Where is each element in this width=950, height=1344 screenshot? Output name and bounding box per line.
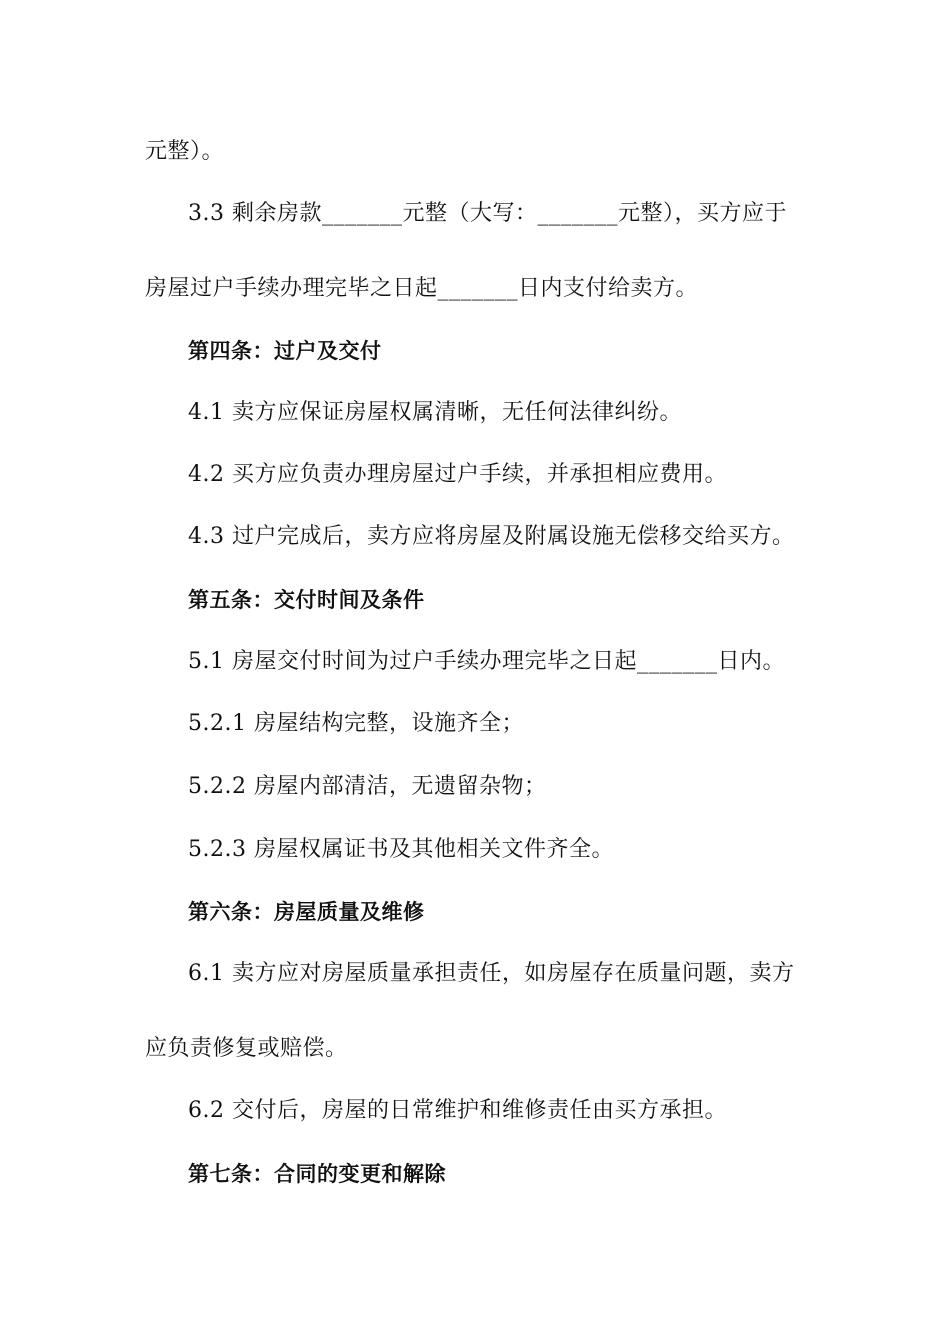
paragraph-line: 元整）。 — [145, 139, 225, 164]
paragraph-line: 5.2.1 房屋结构完整，设施齐全； — [188, 711, 524, 736]
paragraph-line: 4.3 过户完成后，卖方应将房屋及附属设施无偿移交给买方。 — [188, 524, 795, 549]
section-heading: 第四条：过户及交付 — [188, 339, 382, 363]
section-heading: 第七条：合同的变更和解除 — [188, 1162, 446, 1186]
paragraph-line: 应负责修复或赔偿。 — [145, 1036, 348, 1061]
section-heading: 第六条：房屋质量及维修 — [188, 900, 425, 924]
paragraph-line: 4.1 卖方应保证房屋权属清晰，无任何法律纠纷。 — [188, 400, 682, 425]
paragraph-line: 6.1 卖方应对房屋质量承担责任，如房屋存在质量问题，卖方 — [188, 961, 795, 986]
paragraph-line: 5.1 房屋交付时间为过户手续办理完毕之日起_______日内。 — [188, 649, 785, 674]
paragraph-line: 3.3 剩余房款_______元整（大写：_______元整），买方应于 — [188, 201, 787, 226]
paragraph-line: 5.2.3 房屋权属证书及其他相关文件齐全。 — [188, 837, 614, 862]
paragraph-line: 6.2 交付后，房屋的日常维护和维修责任由买方承担。 — [188, 1098, 727, 1123]
paragraph-line: 4.2 买方应负责办理房屋过户手续，并承担相应费用。 — [188, 462, 727, 487]
paragraph-line: 5.2.2 房屋内部清洁，无遗留杂物； — [188, 774, 547, 799]
section-heading: 第五条：交付时间及条件 — [188, 588, 425, 612]
paragraph-line: 房屋过户手续办理完毕之日起_______日内支付给卖方。 — [145, 276, 699, 301]
